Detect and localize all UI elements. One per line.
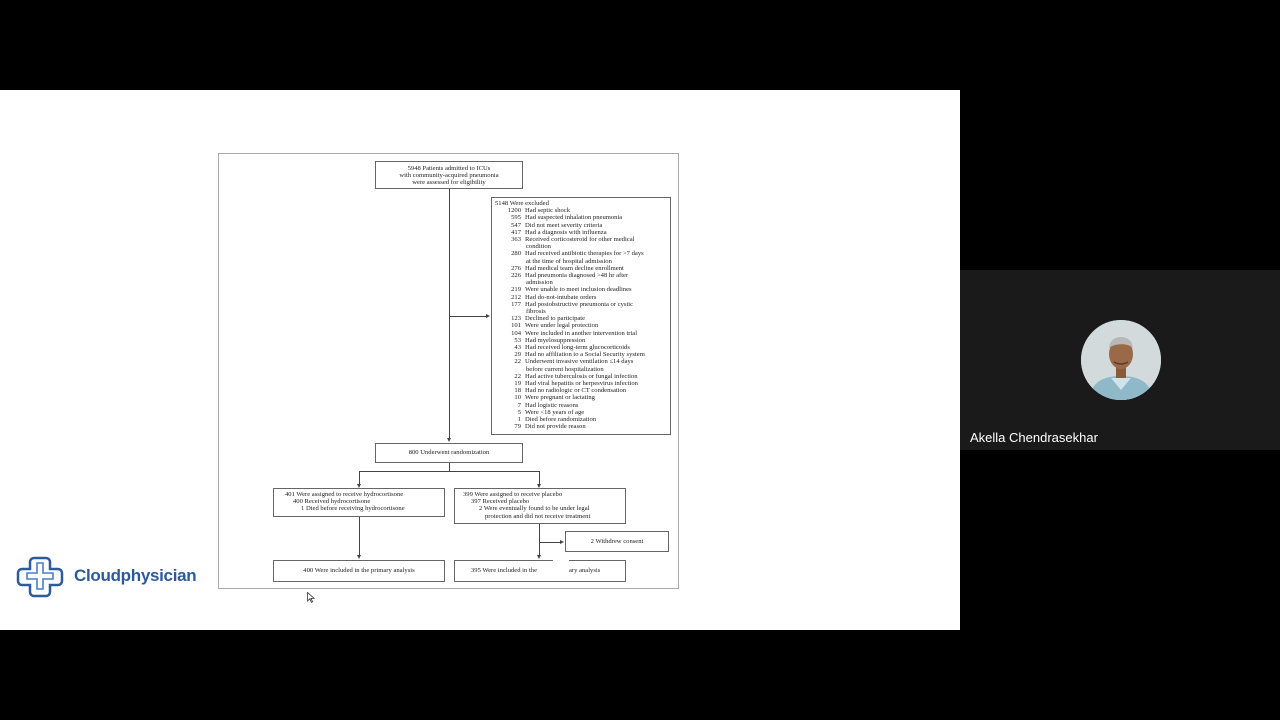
exclusion-reason: Did not provide reason: [525, 423, 586, 431]
exclusion-item: [495, 265, 667, 272]
exclusion-count: 22: [514, 372, 521, 380]
exclusion-item: [495, 229, 667, 236]
exclusion-item: [495, 207, 667, 214]
connector-split-bar: [359, 471, 540, 472]
exclusion-count: 276: [511, 264, 521, 272]
exclusion-count: 219: [511, 286, 521, 294]
exclusion-reason: Had septic shock: [525, 207, 571, 215]
placebo-analysis-box: [454, 560, 626, 582]
exclusion-item: [495, 301, 667, 308]
withdrew-label: 2 Withdrew consent: [590, 538, 644, 545]
exclusion-count: 7: [517, 401, 521, 409]
hydro-analysis-box: [273, 560, 445, 582]
assessed-line-1: 5948 Patients admitted to ICUs: [407, 165, 491, 172]
exclusion-item: [495, 214, 667, 221]
hydrocortisone-group-box: [273, 488, 445, 517]
exclusion-item: [495, 294, 667, 301]
exclusion-item-continuation: [495, 308, 667, 315]
participant-avatar: [1081, 320, 1161, 400]
exclusion-reason: Had active tuberculosis or fungal infection: [525, 372, 638, 380]
hydro-received: 400 Received hydrocortisone: [293, 498, 371, 506]
exclusion-list: [495, 207, 667, 430]
exclusion-item: [495, 394, 667, 401]
hydro-assigned: 401 Were assigned to receive hydrocortisone: [285, 491, 404, 498]
randomization-label: 800 Underwent randomization: [408, 449, 490, 456]
cloudphysician-logo: [16, 554, 216, 598]
exclusion-item: [495, 351, 667, 358]
exclusions-box: [491, 197, 671, 435]
exclusion-item: [495, 387, 667, 394]
exclusion-reason: at the time of hospital admission: [526, 257, 612, 265]
exclusion-item: [495, 358, 667, 365]
withdrew-box: [565, 531, 669, 552]
exclusion-count: 29: [514, 351, 521, 359]
exclusion-item: [495, 373, 667, 380]
exclusion-reason: Declined to participate: [525, 315, 586, 323]
exclusion-item: [495, 423, 667, 430]
exclusion-reason: Had do-not-intubate orders: [525, 293, 597, 301]
exclusion-reason: Were under legal protection: [525, 322, 599, 330]
exclusion-reason: Died before randomization: [525, 416, 597, 424]
hydro-died: 1 Died before receiving hydrocortisone: [301, 505, 405, 513]
connector-withdrew: [539, 542, 561, 543]
exclusion-item: [495, 402, 667, 409]
exclusion-reason: Had myelosuppression: [525, 336, 586, 344]
exclusion-reason: Had viral hepatitis or herpesvirus infection: [525, 380, 638, 388]
exclusion-count: 101: [511, 322, 521, 330]
assessed-line-2: with community-acquired pneumonia: [399, 172, 499, 180]
exclusion-count: 280: [511, 250, 521, 258]
cross-logo-icon: [16, 554, 68, 598]
participant-video-tile[interactable]: [960, 270, 1280, 450]
exclusion-item: [495, 380, 667, 387]
exclusion-item: [495, 272, 667, 279]
exclusion-item: [495, 416, 667, 423]
exclusion-reason: Had no radiologic or CT condensation: [525, 387, 627, 395]
exclusion-count: 5: [517, 408, 521, 416]
exclusion-reason: before current hospitalization: [526, 365, 604, 373]
excluded-title: 5148 Were excluded: [495, 200, 549, 207]
arrow-to-withdrew: [560, 540, 564, 544]
exclusion-item-continuation: [495, 279, 667, 286]
exclusion-reason: Were included in another intervention trial: [525, 329, 638, 337]
exclusion-reason: Underwent invasive ventilation ≤14 days: [525, 358, 634, 366]
exclusion-item-continuation: [495, 366, 667, 373]
occluding-patch: [553, 559, 569, 581]
exclusion-item: [495, 236, 667, 243]
exclusion-count: 43: [514, 344, 521, 352]
exclusion-count: 79: [514, 423, 521, 431]
connector-hydro: [359, 471, 360, 485]
exclusion-item-continuation: [495, 243, 667, 250]
exclusion-reason: Were <18 years of age: [525, 408, 585, 416]
exclusion-reason: admission: [526, 279, 553, 287]
placebo-group-box: [454, 488, 626, 524]
logo-text: Cloudphysician: [74, 566, 197, 585]
participant-name: Akella Chendrasekhar: [970, 430, 1098, 445]
exclusion-count: 1200: [507, 207, 521, 215]
exclusion-reason: Had received antibiotic therapies for >7 days: [525, 250, 644, 258]
exclusion-reason: Had postobstructive pneumonia or cystic: [525, 300, 634, 308]
exclusion-count: 226: [511, 272, 521, 280]
placebo-legal-2: protection and did not receive treatment: [485, 512, 591, 520]
exclusion-reason: Had a diagnosis with influenza: [525, 228, 607, 236]
exclusion-item: [495, 322, 667, 329]
consort-flowchart: [218, 153, 679, 589]
exclusion-count: 595: [511, 214, 521, 222]
exclusion-reason: Had no affiliation to a Social Security system: [525, 351, 645, 359]
exclusion-reason: Did not meet severity criteria: [525, 221, 603, 229]
exclusion-count: 19: [514, 380, 521, 388]
exclusion-item: [495, 315, 667, 322]
exclusion-count: 547: [511, 221, 521, 229]
exclusion-item: [495, 344, 667, 351]
exclusion-item-continuation: [495, 258, 667, 265]
hydro-analysis-label: 400 Were included in the primary analysis: [303, 567, 415, 574]
exclusion-count: 417: [511, 228, 521, 236]
connector-hydro-analysis: [359, 517, 360, 555]
arrow-to-exclusions: [486, 314, 490, 318]
exclusion-count: 53: [514, 336, 521, 344]
connector-main: [449, 189, 450, 439]
connector-placebo: [539, 471, 540, 485]
exclusion-reason: Had received long-term glucocorticoids: [525, 344, 630, 352]
exclusion-item: [495, 337, 667, 344]
person-photo-icon: [1081, 320, 1161, 400]
exclusion-reason: Had logistic reasons: [525, 401, 579, 409]
placebo-received: 397 Received placebo: [471, 498, 530, 506]
exclusion-reason: Were unable to meet inclusion deadlines: [525, 286, 632, 294]
exclusion-count: 212: [511, 293, 521, 301]
exclusion-count: 10: [514, 394, 521, 402]
exclusion-count: 22: [514, 358, 521, 366]
connector-exclusions: [449, 316, 487, 317]
connector-split-stem: [449, 463, 450, 471]
exclusion-item: [495, 286, 667, 293]
placebo-assigned: 399 Were assigned to receive placebo: [463, 491, 563, 498]
assessed-line-3: were assessed for eligibility: [412, 179, 486, 187]
exclusion-item: [495, 330, 667, 337]
exclusion-reason: Had medical team decline enrollment: [525, 264, 624, 272]
exclusion-count: 104: [511, 329, 521, 337]
exclusion-reason: Had suspected inhalation pneumonia: [525, 214, 623, 222]
exclusion-reason: Received corticosteroid for other medical: [525, 236, 635, 244]
connector-placebo-analysis: [539, 524, 540, 555]
arrow-to-placebo-analysis: [537, 555, 541, 559]
exclusion-reason: Had pneumonia diagnosed >48 hr after: [525, 272, 629, 280]
arrow-to-randomization: [447, 438, 451, 442]
assessed-box: [375, 161, 523, 189]
exclusion-item: [495, 250, 667, 257]
placebo-analysis-label-right: ary analysis: [569, 567, 601, 574]
placebo-legal-1: 2 Were eventually found to be under legal: [479, 505, 590, 513]
exclusion-count: 1: [517, 416, 521, 424]
exclusion-item: [495, 409, 667, 416]
exclusion-reason: condition: [526, 243, 551, 251]
exclusion-count: 18: [514, 387, 521, 395]
placebo-analysis-label-left: 395 Were included in the: [471, 567, 537, 574]
exclusion-count: 363: [511, 236, 521, 244]
exclusion-reason: Were pregnant or lactating: [525, 394, 595, 402]
shared-slide: [0, 90, 960, 630]
arrow-to-hydro-analysis: [357, 555, 361, 559]
mouse-cursor-icon: [307, 592, 315, 603]
exclusion-count: 177: [511, 300, 521, 308]
exclusion-reason: fibrosis: [526, 308, 546, 316]
exclusion-item: [495, 222, 667, 229]
exclusion-count: 123: [511, 315, 521, 323]
randomization-box: [375, 443, 523, 463]
